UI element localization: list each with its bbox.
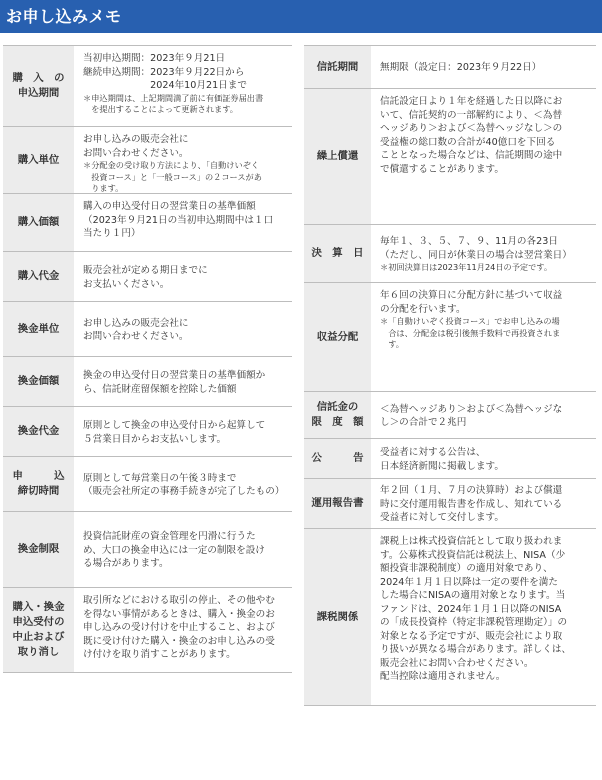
row-value — [371, 89, 596, 224]
value-line: 原則として毎営業日の午後３時まで — [83, 472, 237, 484]
value-line: 換金の申込受付日の翌営業日の基準価額か — [83, 370, 266, 381]
row-value — [74, 407, 292, 456]
note-line: ＊「自動けいぞく投資コース」でお申し込みの場 — [380, 316, 560, 326]
row-value — [74, 46, 292, 126]
value-line: いて、信託契約の一部解約により、＜為替 — [380, 109, 563, 121]
value-line: お問い合わせください。 — [83, 331, 189, 342]
value-line: 当たり１円） — [83, 228, 141, 239]
value-line: ヘッジあり＞および＜為替ヘッジなし＞の — [380, 123, 563, 134]
value-line: こととなった場合などは、信託期間の途中 — [380, 150, 563, 161]
table-row — [3, 457, 292, 512]
value-line: 原則として換金の申込受付日から起算して — [83, 420, 266, 431]
row-value — [74, 302, 292, 356]
value-line: 毎年１、３、５、７、９、11月の各23日 — [380, 236, 558, 248]
row-value — [371, 529, 596, 705]
right-table — [304, 45, 596, 706]
value-line: 年６回の決算日に分配方針に基づいて収益 — [380, 290, 563, 301]
value-line: （販売会社所定の事務手続きが完了したもの） — [83, 486, 285, 497]
value-line: ５営業日目からお支払いします。 — [83, 433, 227, 445]
value-line: 取引所などにおける取引の停止、その他やむ — [83, 595, 275, 606]
value-line: す。公募株式投資信託は税法上、NISA（少 — [380, 549, 566, 561]
row-value — [74, 512, 292, 587]
note-text — [380, 316, 590, 351]
row-label: 購入代金 — [3, 252, 74, 301]
row-label: 繰上償還 — [304, 89, 371, 224]
value-line: め、大口の換金申込には一定の制限を設け — [83, 544, 265, 556]
note-line: 合は、分配金は税引後無手数料で再投資されま — [380, 327, 561, 338]
value-line: ＜為替ヘッジあり＞および＜為替ヘッジな — [380, 403, 563, 415]
table-row — [304, 46, 596, 89]
row-label: 換金代金 — [3, 407, 74, 456]
table-row — [304, 529, 596, 706]
value-line: 既に受け付けた購入・換金のお申し込みの受 — [83, 635, 275, 647]
note-line: を提出することによって更新されます。 — [83, 104, 238, 114]
row-label: 購入・換金 申込受付の 中止および 取り消し — [3, 588, 74, 672]
row-value — [371, 283, 596, 391]
table-row — [3, 127, 292, 194]
value-line: 額投資非課税制度）の適用対象であり、 — [380, 563, 553, 574]
value-line: 販売会社にお問い合わせください。 — [380, 657, 534, 669]
row-value — [371, 46, 596, 88]
value-line: 配当控除は適用されません。 — [380, 671, 506, 682]
value-line: 課税上は株式投資信託として取り扱われま — [380, 536, 563, 547]
value-line: 投資信託財産の資金管理を円滑に行うた — [83, 531, 256, 543]
value-line: け付けを取り消すことがあります。 — [83, 649, 236, 660]
value-line: 無期限（設定日：2023年９月22日） — [380, 62, 542, 74]
table-row — [3, 302, 292, 357]
table-row — [304, 392, 596, 439]
value-line: お申し込みの販売会社に — [83, 317, 189, 329]
value-line: り扱いが異なる場合があります。詳しくは、 — [380, 644, 572, 655]
row-label: 購 入 の 申込期間 — [3, 46, 74, 126]
row-label: 収益分配 — [304, 283, 371, 391]
section-header — [0, 0, 602, 33]
table-row — [3, 46, 292, 127]
row-label: 信託期間 — [304, 46, 371, 88]
table-row — [3, 588, 292, 673]
note-line: 投資コース」と「一般コース」の２コースがあ — [83, 171, 262, 182]
value-line: る場合があります。 — [83, 558, 169, 570]
row-value — [74, 357, 292, 406]
value-line: の「成長投資枠（特定非課税管理勘定）」の — [380, 617, 568, 628]
row-value — [371, 225, 596, 282]
value-line: （ただし、同日が休業日の場合は翌営業日） — [380, 249, 572, 261]
value-line: した場合にNISAの適用対象となります。当 — [380, 590, 566, 601]
row-label: 換金制限 — [3, 512, 74, 587]
value-line: で償還することがあります。 — [380, 163, 504, 175]
value-line: ら、信託財産留保額を控除した価額 — [83, 383, 237, 395]
value-line: 継続申込期間：2023年９月22日から — [83, 66, 245, 78]
value-line: 信託設定日より１年を経過した日以降にお — [380, 96, 563, 107]
note-line: ＊申込期間は、上記期間満了前に有価証券届出書 — [83, 92, 264, 103]
value-line: し＞の合計で２兆円 — [380, 417, 467, 428]
value-line: 販売会社が定める期日までに — [83, 265, 208, 276]
value-line: ファンドは、2024年１月１日以降のNISA — [380, 603, 562, 615]
note-line: す。 — [380, 339, 404, 349]
value-line: お申し込みの販売会社に — [83, 134, 189, 145]
table-row — [304, 283, 596, 392]
table-row — [3, 357, 292, 407]
table-row — [304, 439, 596, 479]
value-line: 時に交付運用報告書を作成し、知れている — [380, 498, 563, 510]
row-value — [74, 252, 292, 301]
row-label: 申 込 締切時間 — [3, 457, 74, 511]
table-row — [3, 512, 292, 588]
table-row — [304, 225, 596, 283]
value-line: 購入の申込受付日の翌営業日の基準価額 — [83, 201, 256, 212]
table-row — [304, 89, 596, 225]
value-line: 日本経済新聞に掲載します。 — [380, 460, 504, 472]
row-label: 決 算 日 — [304, 225, 371, 282]
value-line: の分配を行います。 — [380, 303, 466, 315]
value-line: お支払いください。 — [83, 278, 170, 290]
value-line: 2024年10月21日まで — [83, 80, 247, 91]
value-line: 申し込みの受け付けを中止すること、および — [83, 622, 275, 633]
table-row — [3, 194, 292, 252]
row-label: 換金価額 — [3, 357, 74, 406]
value-line: 対象となる予定ですが、販売会社により取 — [380, 630, 563, 642]
value-line: を得ない事情があるときは、購入・換金のお — [83, 608, 275, 620]
row-label: 購入価額 — [3, 194, 74, 251]
left-table — [3, 45, 292, 673]
row-label: 信託金の 限 度 額 — [304, 392, 371, 438]
row-value — [371, 392, 596, 438]
row-value — [371, 479, 596, 528]
table-row — [304, 479, 596, 529]
row-value — [74, 588, 292, 672]
row-label: 公 告 — [304, 439, 371, 478]
row-label: 課税関係 — [304, 529, 371, 705]
note-line: ＊初回決算日は2023年11月24日の予定です。 — [380, 262, 553, 273]
note-line: ＊分配金の受け取り方法により、「自動けいぞく — [83, 160, 260, 170]
row-value — [74, 127, 292, 193]
value-line: 受益権の総口数の合計が40億口を下回る — [380, 136, 556, 148]
note-line: ります。 — [83, 183, 124, 193]
row-label: 購入単位 — [3, 127, 74, 193]
value-line: お問い合わせください。 — [83, 147, 189, 159]
value-line: （2023年９月21日の当初申込期間中は１口 — [83, 214, 274, 226]
row-value — [371, 439, 596, 478]
value-line: 受益者に対して交付します。 — [380, 512, 504, 524]
note-text — [83, 93, 286, 116]
section-title: お申し込みメモ — [6, 7, 122, 26]
table-row — [3, 407, 292, 457]
row-label: 換金単位 — [3, 302, 74, 356]
row-value — [74, 457, 292, 511]
note-text — [380, 262, 590, 274]
value-line: 当初申込期間：2023年９月21日 — [83, 53, 226, 64]
table-row — [3, 252, 292, 302]
value-line: 受益者に対する公告は、 — [380, 447, 486, 458]
row-value — [74, 194, 292, 251]
value-line: 2024年１月１日以降は一定の要件を満た — [380, 576, 558, 588]
row-label: 運用報告書 — [304, 479, 371, 528]
value-line: 年２回（１月、７月の決算時）および償還 — [380, 485, 563, 497]
note-text — [83, 160, 286, 193]
